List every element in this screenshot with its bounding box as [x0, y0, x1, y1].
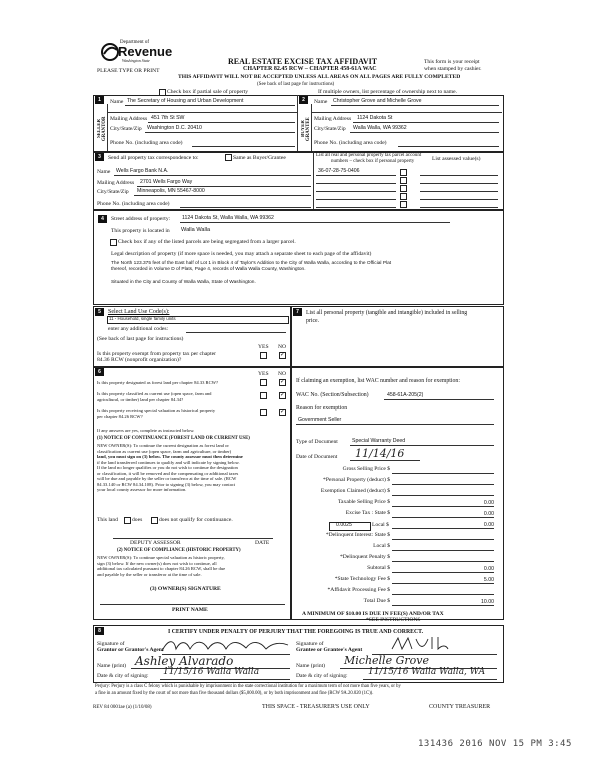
- notice2-line: NEW OWNER(S): To continue special valuation as historic property,: [97, 555, 225, 560]
- grantee-date-city[interactable]: 11/15/16 Walla Walla, WA: [368, 667, 486, 677]
- partial-sale-label: Check box if partial sale of property: [167, 89, 249, 95]
- section-4-number: 4: [98, 215, 107, 223]
- tax-row-label: *Delinquent Penalty $: [339, 554, 390, 560]
- assessed-header: List assessed value(s): [432, 156, 481, 162]
- notice1-line: if the land transferred continues to qualify and will indicate by signing below.: [97, 459, 240, 465]
- reason-label: Reason for exemption: [296, 405, 348, 411]
- treasurer-only: THIS SPACE - TREASURER'S USE ONLY: [262, 704, 370, 710]
- receipt-note-1: This form is your receipt: [424, 59, 480, 65]
- exempt-no-checkbox[interactable]: [279, 352, 286, 359]
- grantee-date-label: Date & city of signing:: [296, 673, 348, 679]
- buyer-mail-label: Mailing Address: [314, 116, 352, 122]
- logo: [100, 40, 180, 68]
- seller-name[interactable]: The Secretary of Housing and Urban Development: [127, 98, 244, 104]
- tax-row-label: *Personal Property (deduct) $: [323, 477, 390, 483]
- print-name-label: PRINT NAME: [172, 607, 208, 613]
- tax-row-value[interactable]: 0.00: [483, 500, 494, 506]
- doc-date[interactable]: 11/14/16: [355, 447, 405, 460]
- grantee-sig-label-2: Grantee or Grantee's Agent: [296, 647, 363, 653]
- personal-property-label-2: price.: [306, 318, 320, 324]
- tax-row-label: Taxable Selling Price $: [338, 499, 390, 505]
- perjury-2: a fine in an amount fixed by the court of not more than five thousand dollars ($5,000.00), or by both imprisonment and fine (RCW 9A.20.020 (1C)).: [95, 691, 374, 696]
- buyer-name-label: Name: [314, 99, 328, 105]
- section-5-number: 5: [95, 308, 104, 316]
- deputy-assessor-label: DEPUTY ASSESSOR: [130, 540, 181, 546]
- local-value[interactable]: 0.00: [483, 522, 494, 528]
- street-label: Street address of property:: [111, 216, 171, 222]
- land-use-code[interactable]: 11 - Household, single family units: [109, 316, 176, 321]
- form-see-back: (See back of last page for instructions): [257, 82, 335, 87]
- notice2-body: [97, 555, 287, 577]
- this-land-label: This land: [97, 517, 118, 523]
- wac-number[interactable]: 458-61A-205(2): [387, 392, 424, 398]
- notice1-line: If the land no longer qualifies or you do not wish to continue the designation: [97, 465, 238, 470]
- personal-property-label-1: List all personal property (tangible and intangible) included in selling: [306, 310, 468, 316]
- doc-type[interactable]: Special Warranty Deed: [352, 438, 406, 444]
- parcel-3-personal-checkbox[interactable]: [400, 185, 407, 192]
- parcel-number[interactable]: 36-07-28-75-0406: [318, 168, 360, 174]
- land-does-not-checkbox[interactable]: [151, 517, 158, 524]
- grantor-signature[interactable]: [160, 637, 290, 655]
- exempt-question-1: Is this property exempt from property tax per chapter: [97, 351, 216, 357]
- tax-row-label: *Affidavit Processing Fee $: [327, 587, 390, 593]
- buyer-city-label: City/State/Zip: [314, 126, 346, 132]
- grantor-sig-label-1: Signature of: [97, 641, 125, 647]
- land-use-no: NO: [278, 344, 287, 350]
- section-8-number: 8: [95, 627, 104, 635]
- tax-row-label: *State Technology Fee $: [334, 576, 390, 582]
- land-use-yes: YES: [258, 344, 269, 350]
- tax-rows-2: [296, 532, 500, 609]
- legal-description-3[interactable]: Situated in the City and County of Walla Walla, State of Washington.: [111, 280, 256, 285]
- seller-mail-label: Mailing Address: [110, 116, 148, 122]
- certify-statement: I CERTIFY UNDER PENALTY OF PERJURY THAT THE FOREGOING IS TRUE AND CORRECT.: [168, 629, 424, 635]
- corr-city-label: City/State/Zip: [97, 189, 129, 195]
- grantor-sig-label-2: Grantor or Grantor's Agent: [97, 647, 164, 653]
- street-address[interactable]: 1124 Dakota St, Walla Walla, WA 99362: [182, 215, 274, 221]
- forest-q1: Is this property designated as forest land per chapter 84.33 RCW?: [97, 380, 219, 385]
- buyer-phone-label: Phone No. (including area code): [314, 140, 387, 146]
- forest-yes: YES: [258, 371, 269, 377]
- form-chapter: CHAPTER 82.45 RCW – CHAPTER 458-61A WAC: [243, 66, 377, 72]
- parcel-header-2: numbers – check box if personal property: [331, 159, 415, 164]
- notice1-line: land, you must sign on (3) below. The county assessor must then determine: [97, 454, 243, 459]
- corr-phone-label: Phone No. (including area code): [97, 201, 170, 207]
- exempt-yes-checkbox[interactable]: [260, 352, 267, 359]
- tax-row-label: Total Due $: [363, 598, 390, 604]
- buyer-mail[interactable]: 1124 Dakota St: [357, 115, 393, 121]
- seller-mail[interactable]: 451 7th St SW: [151, 115, 185, 121]
- section-2-number: 2: [299, 96, 308, 104]
- land-use-see-back: (See back of last page for instructions): [97, 336, 184, 342]
- doc-type-label: Type of Document: [296, 439, 338, 445]
- forest-q3-1: Is this property receiving special valuation as historical property: [97, 408, 216, 413]
- same-as-buyer-label: Same as Buyer/Grantee: [233, 155, 286, 161]
- logo-state: Washington State: [122, 58, 150, 63]
- corr-city[interactable]: Minneapolis, MN 55467-8000: [137, 188, 205, 194]
- forest-q1-yes[interactable]: [260, 379, 267, 386]
- parcel-2-personal-checkbox[interactable]: [400, 177, 407, 184]
- tax-row-label: Gross Selling Price $: [342, 466, 390, 472]
- forest-q2-2: agricultural, or timber) land per chapter 84.34?: [97, 397, 184, 402]
- deputy-date-label: DATE: [255, 540, 270, 546]
- tax-row-value[interactable]: 5.00: [483, 577, 494, 583]
- segregated-checkbox[interactable]: [110, 239, 117, 246]
- local-rate[interactable]: 0.0025: [336, 522, 352, 528]
- grantee-sig-label-1: Signature of: [296, 641, 324, 647]
- tax-row-value[interactable]: 0.00: [483, 511, 494, 517]
- grantee-name-label: Name (print): [296, 663, 326, 669]
- buyer-name[interactable]: Christopher Grove and Michelle Grove: [333, 98, 422, 104]
- grantor-name-label: Name (print): [97, 663, 127, 669]
- notice1-line: NEW OWNER(S): To continue the current designation as forest land or: [97, 443, 229, 448]
- corr-mail-label: Mailing Address: [97, 180, 135, 186]
- section-7-number: 7: [293, 308, 302, 316]
- correspondence-label: Send all property tax correspondence to:: [108, 155, 199, 161]
- notice1-line: 84.33.140 or RCW 84.34.108). Prior to signing (3) below, you may contact: [97, 481, 236, 487]
- forest-q3-yes[interactable]: [260, 409, 267, 416]
- logo-name: Revenue: [118, 44, 173, 59]
- tax-row-label: Excise Tax : State $: [345, 510, 390, 516]
- notice2-title: (2) NOTICE OF COMPLIANCE (HISTORIC PROPERTY): [117, 548, 241, 553]
- form-warning: THIS AFFIDAVIT WILL NOT BE ACCEPTED UNLESS ALL AREAS ON ALL PAGES ARE FULLY COMPLETED: [178, 74, 461, 80]
- forest-q1-no[interactable]: [279, 379, 286, 386]
- forest-q3-2: per chapter 84.26 RCW?: [97, 414, 143, 419]
- multiple-owners-note: If multiple owners, list percentage of ownership next to name.: [318, 89, 458, 95]
- parcel-4-personal-checkbox[interactable]: [400, 193, 407, 200]
- section-3-number: 3: [95, 153, 104, 161]
- grantor-date-city[interactable]: 11/15/16 Walla Walla: [163, 667, 260, 677]
- logo-swoosh-icon: [100, 42, 120, 62]
- forest-any-yes: If any answers are yes, complete as instructed below.: [97, 428, 195, 433]
- received-stamp: 131436 2016 NOV 15 PM 3:45: [418, 739, 572, 749]
- land-does-not-label: does not qualify for continuance.: [159, 517, 233, 523]
- corr-name-label: Name: [97, 169, 111, 175]
- seller-city[interactable]: Washington D.C. 20410: [147, 125, 202, 131]
- forest-q3-no[interactable]: [279, 409, 286, 416]
- tax-row-value[interactable]: 0.00: [483, 566, 494, 572]
- exemption-claim-label: If claiming an exemption, list WAC number and reason for exemption:: [296, 378, 460, 384]
- seller-name-label: Name: [110, 99, 124, 105]
- legal-description-1[interactable]: The North 123.375 feet of the East half of Lot 1 in Block 4 of Taylor's Addition to the City of Walla Walla, according to the Official Plat: [111, 261, 392, 266]
- parcel-1-personal-checkbox[interactable]: [400, 169, 407, 176]
- grantor-date-label: Date & city of signing:: [97, 673, 149, 679]
- notice2-line: sign (3) below. If the new owner(s) does not wish to continue, all: [97, 560, 217, 566]
- form-title: REAL ESTATE EXCISE TAX AFFIDAVIT: [228, 57, 378, 66]
- notice1-line: classification as current use (open space, farm and agriculture, or timber): [97, 448, 232, 454]
- grantee-name[interactable]: Michelle Grove: [344, 654, 429, 667]
- doc-date-label: Date of Document: [296, 454, 338, 460]
- corr-name[interactable]: Wells Fargo Bank N.A.: [116, 168, 169, 174]
- tax-row-label: Subtotal $: [367, 565, 390, 571]
- notice2-line: and payable by the seller or transferor at the time of sale.: [97, 571, 202, 577]
- tax-row-label: *Delinquent Interest: State $: [325, 532, 390, 538]
- county-treasurer: COUNTY TREASURER: [429, 704, 491, 710]
- type-print-note: PLEASE TYPE OR PRINT: [97, 68, 160, 74]
- forest-q2-1: Is this property classified as current use (open space, farm and: [97, 391, 212, 396]
- land-does-checkbox[interactable]: [124, 517, 131, 524]
- same-as-buyer-checkbox[interactable]: [225, 154, 232, 161]
- seller-phone-label: Phone No. (including area code): [110, 140, 183, 146]
- exempt-question-2: 84.36 RCW (nonprofit organization)?: [97, 357, 182, 363]
- located-label: This property is located in: [111, 228, 170, 234]
- forest-q2-yes[interactable]: [260, 392, 267, 399]
- notice1-body: [97, 443, 287, 493]
- logo-dept: Department of: [120, 40, 150, 45]
- located-city[interactable]: Walla Walla: [181, 227, 211, 233]
- land-use-label: Select Land Use Code(s):: [108, 309, 170, 315]
- perjury-1: Perjury: Perjury is a class C felony which is punishable by imprisonment in the state correctional institution for a maximum term of not more than five years, or by: [95, 684, 401, 689]
- notice2-line: additional tax calculated pursuant to chapter 84.26 RCW, shall be due: [97, 566, 226, 571]
- receipt-note-2: when stamped by cashier.: [424, 66, 482, 72]
- wac-label: WAC No. (Section/Subsection): [296, 392, 369, 398]
- owner-signature-label: (3) OWNER(S) SIGNATURE: [150, 586, 221, 592]
- tax-row-label: Local $: [373, 543, 390, 549]
- corr-mail[interactable]: 2701 Wells Fargo Way: [140, 179, 193, 185]
- section-1-number: 1: [95, 96, 104, 104]
- notice1-line: will be due and payable by the seller or transferor at the time of sale. (RCW: [97, 476, 237, 481]
- tax-row-label: Exemption Claimed (deduct) $: [320, 488, 390, 494]
- parcel-5-personal-checkbox[interactable]: [400, 201, 407, 208]
- buyer-city[interactable]: Walla Walla, WA 99362: [353, 125, 407, 131]
- see-instructions-note: *SEE INSTRUCTIONS: [366, 617, 421, 623]
- notice1-line: or classification, it will be removed and the compensating or additional taxes: [97, 470, 239, 476]
- legal-description-2[interactable]: thereof, recorded in Volume D of Plats, Page 4, records of Walla Walla County, Washington.: [111, 267, 306, 272]
- forest-q2-no[interactable]: [279, 392, 286, 399]
- tax-rows: [296, 466, 500, 521]
- local-label: Local $: [372, 522, 389, 528]
- section-forest: [93, 366, 292, 620]
- additional-codes-label: enter any additional codes:: [108, 326, 169, 332]
- reason-value[interactable]: Government Seller: [298, 417, 342, 423]
- rev-number: REV 84 0001ae (a) (1/10/08): [93, 705, 152, 710]
- grantee-signature[interactable]: [390, 635, 450, 653]
- notice1-line: your local county assessor for more information.: [97, 487, 187, 492]
- legal-label: Legal description of property (if more space is needed, you may attach a separate sheet to each page of the affidavit): [111, 251, 372, 257]
- segregated-label: Check box if any of the listed parcels are being segregated from a larger parcel.: [118, 239, 296, 245]
- buyer-side-label: BUYER GRANTEE: [301, 117, 311, 141]
- tax-row-value[interactable]: 10.00: [481, 599, 494, 605]
- forest-no: NO: [278, 371, 287, 377]
- seller-side-label: SELLER GRANTOR: [97, 116, 107, 142]
- section-6-number: 6: [95, 368, 104, 376]
- notice1-title: (1) NOTICE OF CONTINUANCE (FOREST LAND OR CURRENT USE): [97, 436, 250, 441]
- grantor-name[interactable]: Ashley Alvarado: [135, 654, 234, 668]
- minimum-due-note: A MINIMUM OF $10.00 IS DUE IN FEE(S) AND/OR TAX: [302, 611, 444, 617]
- parcel-header-1: List all real and personal property tax parcel account: [316, 153, 422, 158]
- seller-city-label: City/State/Zip: [110, 126, 142, 132]
- land-does-label: does: [132, 517, 143, 523]
